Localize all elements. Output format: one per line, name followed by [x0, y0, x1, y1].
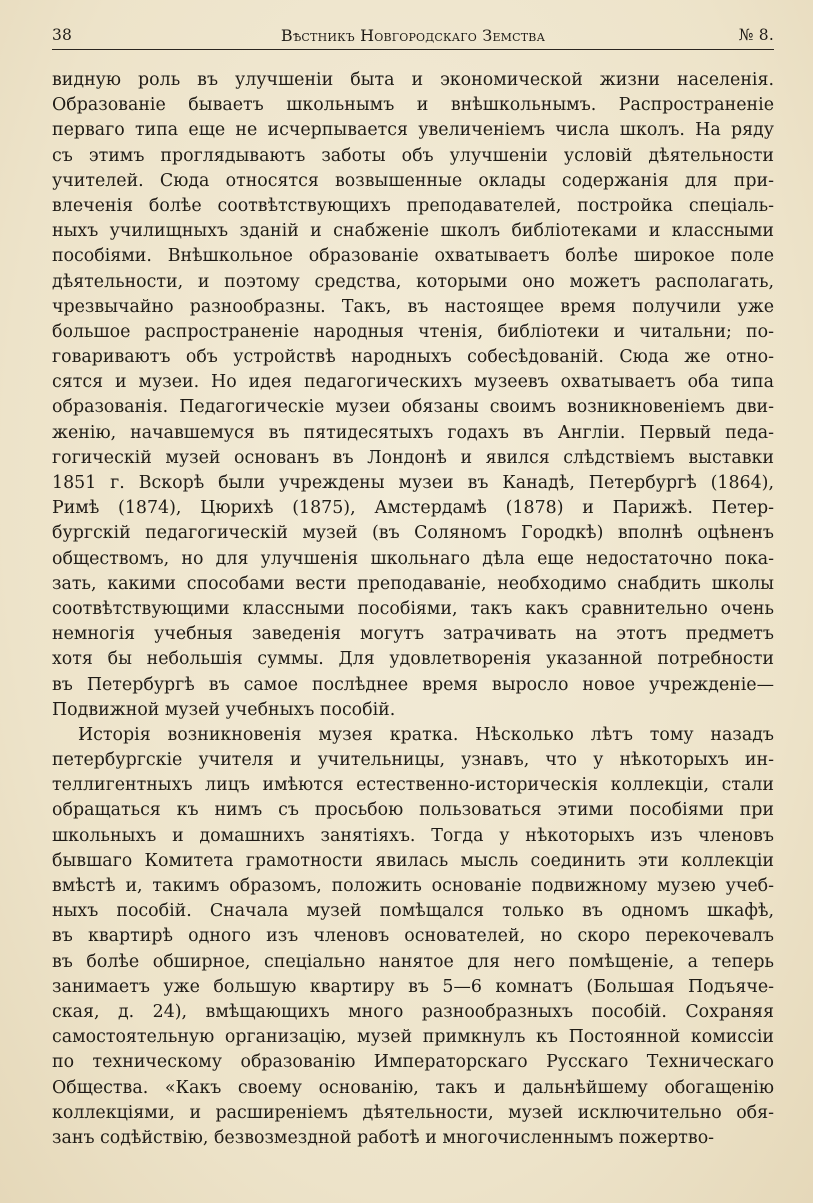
text-line: ныхъ пособій. Сначала музей помѣщался только въ одномъ шкафѣ,: [52, 901, 774, 922]
text-line: чрезвычайно разнообразны. Такъ, въ настоящее время получили уже: [52, 296, 774, 317]
text-line: видную роль въ улучшеніи быта и экономической жизни населенія.: [52, 70, 774, 90]
page-number: 38: [52, 26, 73, 44]
text-line: Римѣ (1874), Цюрихѣ (1875), Амстердамѣ (1878) и Парижѣ. Петер-: [52, 498, 774, 519]
text-line: обращаться къ нимъ съ просьбою пользоваться этими пособіями при: [52, 800, 774, 821]
text-line: Образованіе бываетъ школьнымъ и внѣшкольнымъ. Распространеніе: [52, 95, 774, 116]
text-line: теллигентныхъ лицъ имѣются естественно-историческія коллекціи, стали: [52, 775, 774, 796]
text-line: коллекціями, и расширеніемъ дѣятельности, музей исключительно обя-: [52, 1102, 774, 1123]
paragraph: [52, 723, 774, 1151]
text-line: петербургскіе учителя и учительницы, узнавъ, что у нѣкоторыхъ ин-: [52, 750, 774, 771]
text-line: вмѣстѣ и, такимъ образомъ, положить основаніе подвижному музею учеб-: [52, 876, 774, 896]
text-line: ныхъ училищныхъ зданій и снабженіе школъ библіотеками и классными: [52, 221, 774, 242]
text-line: соотвѣтствующими классными пособіями, такъ какъ сравнительно очень: [52, 598, 774, 619]
text-line: бывшаго Комитета грамотности явилась мысль соединить эти коллекціи: [52, 850, 774, 871]
text-line: гогическій музей основанъ въ Лондонѣ и явился слѣдствіемъ выставки: [52, 447, 774, 468]
text-line: самостоятельную организацію, музей примкнулъ къ Постоянной комиссіи: [52, 1027, 774, 1048]
running-header: [52, 22, 774, 48]
text-line: занимаетъ уже большую квартиру въ 5—6 комнатъ (Большая Подъяче-: [52, 976, 774, 997]
text-line: 1851 г. Вскорѣ были учреждены музеи въ Канадѣ, Петербургѣ (1864),: [52, 473, 774, 493]
text-line: въ квартирѣ одного изъ членовъ основателей, но скоро перекочевалъ: [52, 926, 774, 947]
text-line: учителей. Сюда относятся возвышенные оклады содержанія для при-: [52, 170, 774, 191]
text-line: влеченія болѣе соотвѣтствующихъ преподавателей, постройка спеціаль-: [52, 195, 774, 216]
text-line: съ этимъ проглядываютъ заботы объ улучшеніи условій дѣятельности: [52, 145, 774, 166]
paragraph: [52, 68, 774, 723]
body-text: [52, 68, 774, 1151]
journal-title: Вѣстникъ Новгородскаго Земства: [280, 26, 546, 45]
text-line: образованія. Педагогическіе музеи обязаны своимъ возникновеніемъ дви-: [52, 397, 774, 418]
text-line: обществомъ, но для улучшенія школьнаго дѣла еще недостаточно пока-: [52, 548, 774, 569]
text-line: перваго типа еще не исчерпывается увеличеніемъ числа школъ. На ряду: [52, 120, 774, 141]
header-rule: [52, 49, 774, 50]
text-line: школьныхъ и домашнихъ занятіяхъ. Тогда у нѣкоторыхъ изъ членовъ: [52, 825, 774, 846]
text-line: немногія учебныя заведенія могутъ затрачивать на этотъ предметъ: [52, 624, 774, 645]
text-line: зать, какими способами вести преподаваніе, необходимо снабдить школы: [52, 573, 774, 594]
text-line: говариваютъ объ устройствѣ народныхъ собесѣдованій. Сюда же отно-: [52, 347, 774, 368]
text-line: занъ содѣйствію, безвозмездной работѣ и многочисленнымъ пожертво-: [52, 1127, 715, 1148]
text-line: сятся и музеи. Но идея педагогическихъ музеевъ охватываетъ оба типа: [52, 372, 774, 393]
text-line: Общества. «Какъ своему основанію, такъ и дальнѣйшему обогащенію: [52, 1077, 774, 1098]
text-line: Исторія возникновенія музея кратка. Нѣсколько лѣтъ тому назадъ: [78, 724, 774, 745]
text-line: пособіями. Внѣшкольное образованіе охватываетъ болѣе широкое поле: [52, 246, 774, 267]
text-line: въ болѣе обширное, спеціально нанятое для него помѣщеніе, а теперь: [52, 951, 774, 972]
text-line: дѣятельности, и поэтому средства, которыми оно можетъ располагать,: [52, 271, 774, 292]
text-line: бургскій педагогическій музей (въ Соляномъ Городкѣ) вполнѣ оцѣненъ: [52, 523, 774, 544]
text-line: въ Петербургѣ въ самое послѣднее время выросло новое учрежденіе—: [52, 674, 774, 695]
text-line: по техническому образованію Императорскаго Русскаго Техническаго: [52, 1052, 774, 1073]
text-line: большое распространеніе народныя чтенія, библіотеки и читальни; по-: [52, 321, 774, 342]
text-line: хотя бы небольшія суммы. Для удовлетворенія указанной потребности: [52, 649, 774, 670]
issue-number: № 8.: [738, 26, 774, 44]
text-line: ская, д. 24), вмѣщающихъ много разнообразныхъ пособій. Сохраняя: [52, 1001, 774, 1022]
text-line: Подвижной музей учебныхъ пособій.: [52, 699, 396, 720]
text-line: женію, начавшемуся въ пятидесятыхъ годахъ въ Англіи. Первый педа-: [52, 422, 774, 443]
